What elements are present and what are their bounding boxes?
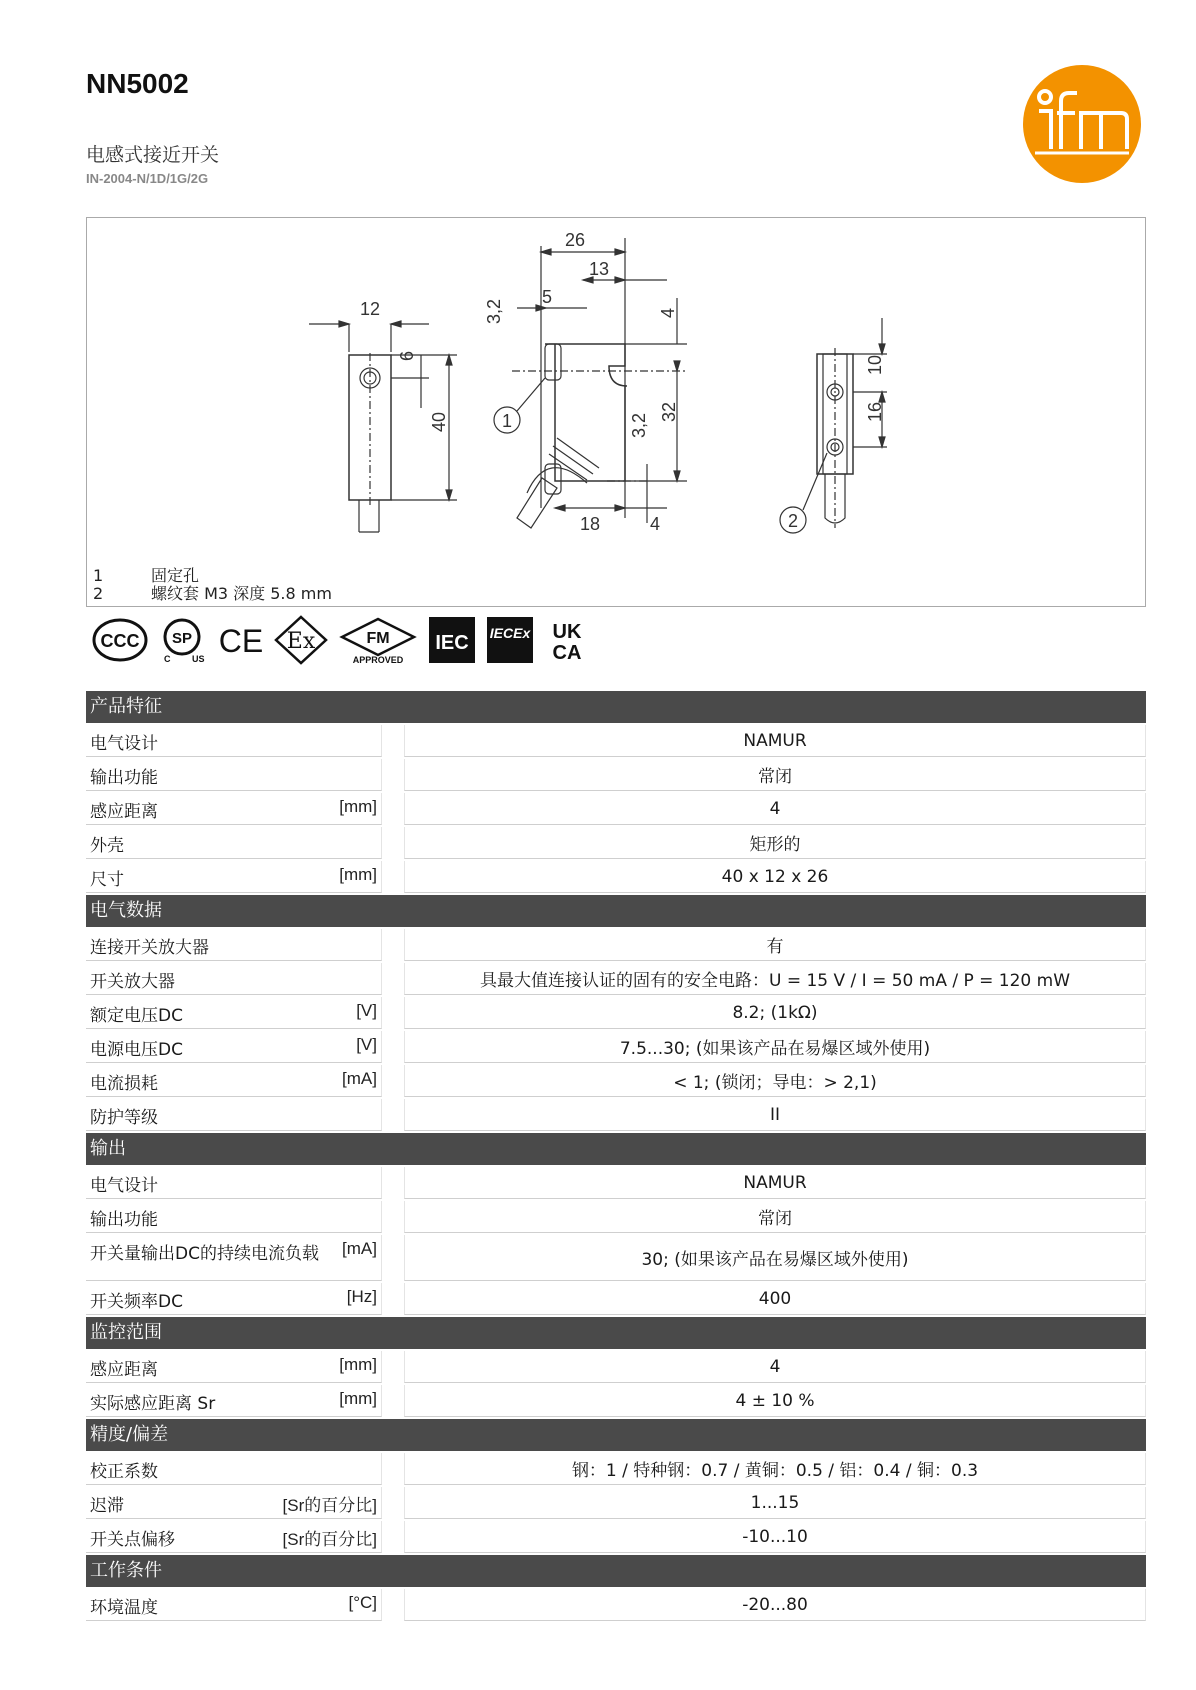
spec-label: 输出功能 [90,1210,158,1230]
ccc-icon [92,615,148,665]
spec-unit [367,763,377,788]
spec-label: 环境温度 [90,1598,158,1618]
legend-text: 螺纹套 M3 深度 5.8 mm [151,584,332,603]
spec-row [86,1453,1146,1485]
spec-label: 额定电压DC [90,1006,183,1026]
spec-row [86,1487,1146,1519]
dim-16: 16 [865,401,885,422]
spec-label-cell [86,1283,382,1315]
spec-value: 8.2; (1kΩ) [404,997,1146,1029]
svg-text:C: C [164,654,171,664]
section-header: 工作条件 [86,1555,1146,1587]
spec-value: 4 [404,793,1146,825]
spec-label: 迟滞 [90,1496,124,1516]
spec-gap [382,861,404,893]
dim-26: 26 [564,230,586,250]
spec-gap [382,1099,404,1131]
spec-gap [382,963,404,995]
spec-unit [367,729,377,754]
spec-row [86,827,1146,859]
spec-value: 常闭 [404,759,1146,791]
svg-text:FM: FM [366,630,390,647]
spec-label: 防护等级 [90,1108,158,1128]
spec-label-cell [86,929,382,961]
spec-value: NAMUR [404,725,1146,757]
spec-gap [382,827,404,859]
product-code: IN-2004-N/1D/1G/2G [86,171,209,186]
spec-unit: [Sr的百分比] [282,1530,377,1549]
spec-gap [382,1065,404,1097]
spec-gap [382,1201,404,1233]
svg-text:SP: SP [171,630,193,647]
spec-value: 1...15 [404,1487,1146,1519]
spec-label: 电源电压DC [90,1040,183,1060]
spec-unit: [mm] [339,865,377,884]
spec-label-cell [86,997,382,1029]
spec-label-cell [86,861,382,893]
spec-row [86,1385,1146,1417]
dim-32: 32 [659,401,679,422]
spec-value: 7.5...30; (如果该产品在易爆区域外使用) [404,1031,1146,1063]
spec-row [86,1351,1146,1383]
spec-unit: [mm] [339,1355,377,1374]
drawing-legend [93,567,332,603]
spec-label-cell [86,1589,382,1621]
legend-num: 2 [93,584,104,603]
csa-icon [158,615,208,665]
spec-label-cell [86,1167,382,1199]
spec-row [86,1065,1146,1097]
dim-40: 40 [429,411,449,432]
spec-label: 开关量输出DC的持续电流负载 [90,1244,319,1264]
spec-label: 尺寸 [90,870,124,890]
spec-gap [382,1487,404,1519]
spec-value: 4 [404,1351,1146,1383]
spec-gap [382,1453,404,1485]
spec-row [86,1201,1146,1233]
spec-row [86,1521,1146,1553]
spec-label-cell [86,1099,382,1131]
spec-gap [382,1167,404,1199]
spec-label: 开关点偏移 [90,1530,175,1550]
spec-row [86,997,1146,1029]
spec-unit [367,1457,377,1482]
spec-row [86,1167,1146,1199]
spec-value: NAMUR [404,1167,1146,1199]
ex-icon [274,615,328,665]
spec-label-cell [86,1031,382,1063]
spec-label: 电流损耗 [90,1074,158,1094]
spec-gap [382,1589,404,1621]
spec-label-cell [86,1487,382,1519]
spec-unit: [V] [356,1035,377,1054]
spec-unit [367,831,377,856]
svg-text:US: US [192,654,205,664]
spec-value: < 1; (锁闭；导电：> 2,1) [404,1065,1146,1097]
spec-row [86,793,1146,825]
ifm-logo [1023,65,1141,183]
spec-gap [382,1283,404,1315]
svg-text:Ex: Ex [286,629,316,654]
svg-text:CCC: CCC [100,631,140,651]
spec-label: 电气设计 [90,734,158,754]
spec-value: 400 [404,1283,1146,1315]
side-view-right [780,318,887,533]
spec-gap [382,725,404,757]
legend-row [93,567,332,585]
spec-value: -20...80 [404,1589,1146,1621]
svg-text:CA: CA [552,642,582,663]
callout-2: 2 [787,511,799,531]
spec-gap [382,1521,404,1553]
spec-row [86,1283,1146,1315]
spec-value: 30; (如果该产品在易爆区域外使用) [404,1235,1146,1281]
dim-4-bottom: 4 [649,514,661,534]
dim-4-top: 4 [658,307,678,318]
spec-row [86,759,1146,791]
product-subtitle: 电感式接近开关 [86,144,220,166]
spec-row [86,929,1146,961]
spec-gap [382,1031,404,1063]
spec-unit: [Hz] [346,1287,377,1306]
spec-label-cell [86,827,382,859]
spec-unit: [mA] [342,1069,377,1088]
spec-label-cell [86,1065,382,1097]
product-title: NN5002 [86,68,189,99]
ukca-icon [544,615,590,665]
svg-text:IECEx: IECEx [489,625,531,641]
spec-label: 电气设计 [90,1176,158,1196]
spec-table [86,691,1146,1623]
spec-value: 有 [404,929,1146,961]
spec-unit [367,1103,377,1128]
spec-unit [367,1171,377,1196]
spec-unit [367,967,377,992]
fm-icon [338,615,418,665]
spec-label-cell [86,1201,382,1233]
ce-icon [218,615,264,665]
spec-label: 输出功能 [90,768,158,788]
dimension-drawing [86,217,1146,607]
spec-label: 连接开关放大器 [90,938,209,958]
section-header: 产品特征 [86,691,1146,723]
spec-unit: [°C] [348,1593,377,1612]
svg-text:UK: UK [552,621,582,643]
spec-unit [367,933,377,958]
section-header: 监控范围 [86,1317,1146,1349]
svg-text:APPROVED: APPROVED [352,655,404,665]
dim-12: 12 [359,299,381,319]
spec-value: -10...10 [404,1521,1146,1553]
spec-unit: [mm] [339,797,377,816]
spec-label: 开关频率DC [90,1292,183,1312]
legend-num: 1 [93,566,104,585]
spec-label: 外壳 [90,836,124,856]
svg-text:IEC: IEC [435,632,469,654]
ifm-logo-icon [1023,65,1141,183]
legend-row [93,585,332,603]
legend-text: 固定孔 [151,566,200,585]
spec-unit: [mm] [339,1389,377,1408]
spec-unit: [Sr的百分比] [282,1496,377,1515]
spec-label-cell [86,759,382,791]
spec-unit [367,1205,377,1230]
spec-row [86,963,1146,995]
iecex-icon [486,615,534,665]
spec-row [86,1235,1146,1281]
spec-label-cell [86,793,382,825]
spec-gap [382,1351,404,1383]
spec-label-cell [86,1453,382,1485]
certifications [92,614,590,666]
spec-label: 感应距离 [90,802,158,822]
callout-1: 1 [501,411,513,431]
spec-row [86,1589,1146,1621]
spec-value: 4 ± 10 % [404,1385,1146,1417]
spec-value: II [404,1099,1146,1131]
spec-label: 校正系数 [90,1462,158,1482]
spec-label-cell [86,963,382,995]
section-header: 输出 [86,1133,1146,1165]
spec-value: 具最大值连接认证的固有的安全电路：U = 15 V / I = 50 mA / P = 120 mW [404,963,1146,995]
spec-label: 感应距离 [90,1360,158,1380]
spec-gap [382,929,404,961]
spec-label-cell [86,1351,382,1383]
front-view-center [494,238,687,528]
spec-gap [382,1385,404,1417]
spec-row [86,1099,1146,1131]
spec-row [86,1031,1146,1063]
svg-text:CE: CE [218,623,264,659]
spec-row [86,725,1146,757]
spec-value: 40 x 12 x 26 [404,861,1146,893]
spec-label-cell [86,1385,382,1417]
spec-row [86,861,1146,893]
spec-label: 实际感应距离 Sr [90,1394,216,1414]
dim-10: 10 [865,354,885,375]
spec-label: 开关放大器 [90,972,175,992]
spec-gap [382,759,404,791]
dim-3-2-top: 3,2 [484,298,504,324]
spec-value: 矩形的 [404,827,1146,859]
dim-6: 6 [397,350,417,361]
spec-label-cell [86,1235,382,1281]
section-header: 电气数据 [86,895,1146,927]
dim-13: 13 [588,259,610,279]
spec-value: 钢：1 / 特种钢：0.7 / 黄铜：0.5 / 铝：0.4 / 铜：0.3 [404,1453,1146,1485]
dim-18: 18 [579,514,601,534]
spec-unit: [mA] [342,1239,377,1258]
iec-icon [428,615,476,665]
spec-gap [382,1235,404,1281]
dim-5: 5 [541,287,553,307]
spec-value: 常闭 [404,1201,1146,1233]
spec-unit: [V] [356,1001,377,1020]
spec-gap [382,997,404,1029]
dim-3-2-bottom: 3,2 [629,412,649,438]
technical-drawing [87,218,1147,608]
spec-gap [382,793,404,825]
spec-label-cell [86,725,382,757]
section-header: 精度/偏差 [86,1419,1146,1451]
spec-label-cell [86,1521,382,1553]
